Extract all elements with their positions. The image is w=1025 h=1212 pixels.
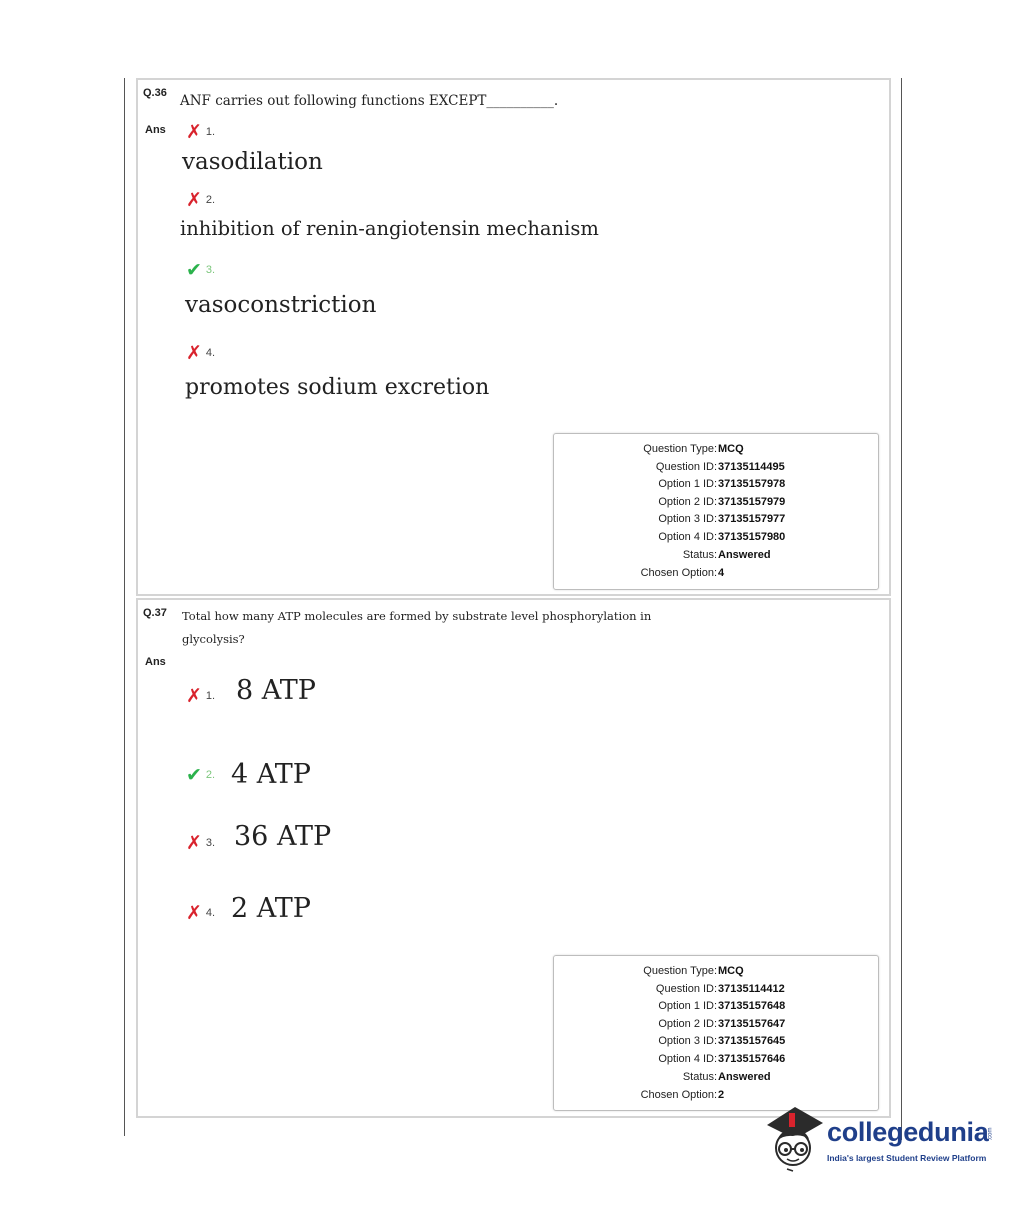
info-value: Answered (718, 549, 771, 561)
info-key: Option 4 ID (658, 531, 714, 543)
info-row: Option 4 ID : 37135157646 (658, 1053, 786, 1065)
info-row: Chosen Option : 4 (640, 567, 725, 579)
info-key: Option 2 ID (658, 1018, 714, 1030)
check-icon: ✔ (186, 259, 202, 281)
option-number: 3. (205, 837, 216, 849)
info-row: Status : Answered (682, 549, 771, 561)
logo-wordmark: collegedunia (827, 1117, 989, 1147)
info-value: 37135157978 (718, 478, 786, 490)
info-key: Question Type (643, 443, 714, 455)
option-number: 2. (205, 769, 216, 781)
info-value: 37135157648 (718, 1000, 786, 1012)
info-row: Option 3 ID : 37135157645 (658, 1035, 786, 1047)
info-row: Option 1 ID : 37135157648 (658, 1000, 786, 1012)
option-3-cross-mark (186, 832, 215, 854)
info-row: Chosen Option : 2 (640, 1089, 725, 1101)
info-value: 2 (718, 1089, 725, 1101)
option-1-text: 8 ATP (236, 675, 316, 706)
info-key: Question Type (643, 965, 714, 977)
info-value: Answered (718, 1071, 771, 1083)
option-number: 2. (205, 194, 216, 206)
option-1-cross-mark (186, 121, 215, 143)
cross-icon: ✗ (186, 189, 202, 211)
page-left-border (124, 78, 125, 1136)
option-number: 4. (205, 907, 216, 919)
info-key: Chosen Option (640, 567, 714, 579)
info-key: Status (682, 549, 714, 561)
option-2-text: inhibition of renin-angiotensin mechanism (180, 217, 599, 240)
info-key: Option 2 ID (658, 496, 714, 508)
question-info-panel (553, 433, 879, 590)
option-4-cross-mark (186, 902, 215, 924)
info-value: 37135157979 (718, 496, 786, 508)
answer-label: Ans (145, 656, 166, 668)
question-number: Q.37 (143, 607, 167, 619)
info-value: 37135157977 (718, 513, 786, 525)
info-row: Option 2 ID : 37135157647 (658, 1018, 786, 1030)
option-1-text: vasodilation (182, 149, 323, 175)
info-key: Option 3 ID (658, 1035, 714, 1047)
option-3-check-mark (186, 259, 215, 281)
logo-domain-suffix: .com (987, 1127, 994, 1141)
cross-icon: ✗ (186, 832, 202, 854)
info-row: Option 1 ID : 37135157978 (658, 478, 786, 490)
info-value: 37135157980 (718, 531, 786, 543)
cross-icon: ✗ (186, 121, 202, 143)
info-key: Option 1 ID (658, 1000, 714, 1012)
option-2-check-mark (186, 764, 215, 786)
option-3-text: vasoconstriction (185, 292, 377, 318)
option-number: 1. (205, 690, 216, 702)
option-2-cross-mark (186, 189, 215, 211)
cross-icon: ✗ (186, 685, 202, 707)
info-value: 4 (718, 567, 725, 579)
info-row: Question ID : 37135114495 (655, 461, 785, 473)
option-4-text: promotes sodium excretion (185, 375, 490, 400)
info-value: 37135114495 (718, 461, 785, 473)
info-row: Question Type : MCQ (643, 965, 744, 977)
mascot-icon (765, 1103, 825, 1173)
option-4-cross-mark (186, 342, 215, 364)
info-key: Option 1 ID (658, 478, 714, 490)
info-key: Question ID (655, 461, 714, 473)
info-key: Option 3 ID (658, 513, 714, 525)
info-row: Question Type : MCQ (643, 443, 744, 455)
cross-icon: ✗ (186, 342, 202, 364)
info-value: MCQ (718, 965, 744, 977)
info-row: Option 2 ID : 37135157979 (658, 496, 786, 508)
logo-tagline: India's largest Student Review Platform (827, 1153, 987, 1163)
question-text-line-2: glycolysis? (182, 632, 245, 646)
info-value: 37135114412 (718, 983, 785, 995)
info-value: 37135157646 (718, 1053, 786, 1065)
option-2-text: 4 ATP (231, 759, 311, 790)
info-value: 37135157647 (718, 1018, 786, 1030)
info-value: 37135157645 (718, 1035, 786, 1047)
page-right-border (901, 78, 902, 1140)
info-value: MCQ (718, 443, 744, 455)
option-3-text: 36 ATP (234, 821, 332, 852)
check-icon: ✔ (186, 764, 202, 786)
collegedunia-logo (765, 1103, 995, 1173)
info-row: Question ID : 37135114412 (655, 983, 785, 995)
info-key: Option 4 ID (658, 1053, 714, 1065)
option-number: 1. (205, 126, 216, 138)
option-1-cross-mark (186, 685, 215, 707)
cross-icon: ✗ (186, 902, 202, 924)
info-key: Status (682, 1071, 714, 1083)
option-4-text: 2 ATP (231, 893, 311, 924)
question-text: ANF carries out following functions EXCEPT__________. (180, 93, 559, 109)
option-number: 4. (205, 347, 216, 359)
option-number: 3. (205, 264, 216, 276)
answer-label: Ans (145, 124, 166, 136)
question-text-line-1: Total how many ATP molecules are formed by substrate level phosphorylation in (182, 609, 652, 623)
info-row: Status : Answered (682, 1071, 771, 1083)
info-key: Chosen Option (640, 1089, 714, 1101)
info-row: Option 4 ID : 37135157980 (658, 531, 786, 543)
info-row: Option 3 ID : 37135157977 (658, 513, 786, 525)
question-info-panel (553, 955, 879, 1111)
question-number: Q.36 (143, 87, 167, 99)
info-key: Question ID (655, 983, 714, 995)
